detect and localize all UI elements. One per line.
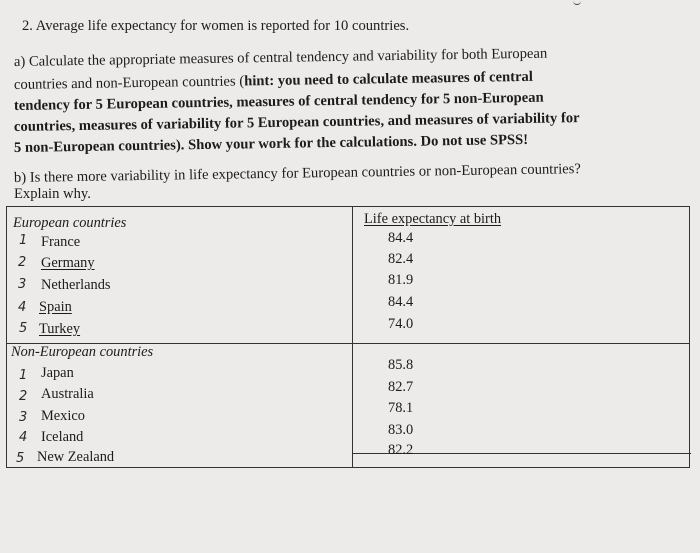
row-mark: 3 <box>19 410 28 425</box>
country-name: New Zealand <box>37 449 115 465</box>
country-name: Mexico <box>41 408 85 424</box>
pen-mark <box>573 0 581 5</box>
part-a-line-5: 5 non-European countries). Show your work for the calculations. Do not use SPSS! <box>13 131 529 156</box>
row-mark: 2 <box>18 255 27 270</box>
part-a-line-2 <box>14 70 533 93</box>
country-name: Iceland <box>41 429 84 445</box>
life-expectancy-value: 85.8 <box>388 357 414 373</box>
row-mark: 1 <box>19 368 28 383</box>
country-name: Australia <box>41 386 94 402</box>
life-expectancy-value: 78.1 <box>388 400 414 416</box>
header-non-european: Non-European countries <box>11 344 154 360</box>
part-a-line-2-regular: countries and non-European countries ( <box>13 73 245 93</box>
row-mark: 2 <box>19 389 28 404</box>
row-mark: 5 <box>16 451 25 466</box>
row-mark: 1 <box>19 233 28 248</box>
part-a-hint: hint: you need to calculate measures of central <box>244 68 533 90</box>
part-a-line-4: countries, measures of variability for 5 European countries, and measures of variability for <box>13 110 580 135</box>
country-name: Germany <box>41 255 95 271</box>
row-mark: 4 <box>19 430 28 445</box>
part-a-line-3: tendency for 5 European countries, measures of central tendency for 5 non-European <box>13 89 544 114</box>
life-expectancy-value: 82.4 <box>388 251 414 267</box>
header-european: European countries <box>13 215 127 231</box>
life-expectancy-value: 74.0 <box>388 316 414 332</box>
row-mark: 4 <box>18 300 27 315</box>
country-name: Netherlands <box>41 277 111 293</box>
part-b-line-1: b) Is there more variability in life expectancy for European countries or non-European countries? <box>13 161 581 186</box>
life-expectancy-value: 84.4 <box>388 230 414 246</box>
country-name: France <box>41 234 81 250</box>
question-intro: 2. Average life expectancy for women is reported for 10 countries. <box>22 18 410 34</box>
column-divider <box>352 207 353 467</box>
header-life-expectancy: Life expectancy at birth <box>364 211 502 227</box>
part-b-line-2: Explain why. <box>14 186 91 202</box>
part-a-line-1: a) Calculate the appropriate measures of central tendency and variability for both European <box>13 45 548 70</box>
row-mark: 3 <box>18 277 27 292</box>
life-expectancy-table <box>6 206 690 468</box>
life-expectancy-value: 82.7 <box>388 379 414 395</box>
life-expectancy-value: 81.9 <box>388 272 414 288</box>
life-expectancy-value: 82.2 <box>388 442 414 458</box>
life-expectancy-value: 83.0 <box>388 422 414 438</box>
country-name: Spain <box>39 299 72 315</box>
row-mark: 5 <box>19 321 28 336</box>
life-expectancy-value: 84.4 <box>388 294 414 310</box>
country-name: Japan <box>41 365 74 381</box>
country-name: Turkey <box>39 321 81 337</box>
